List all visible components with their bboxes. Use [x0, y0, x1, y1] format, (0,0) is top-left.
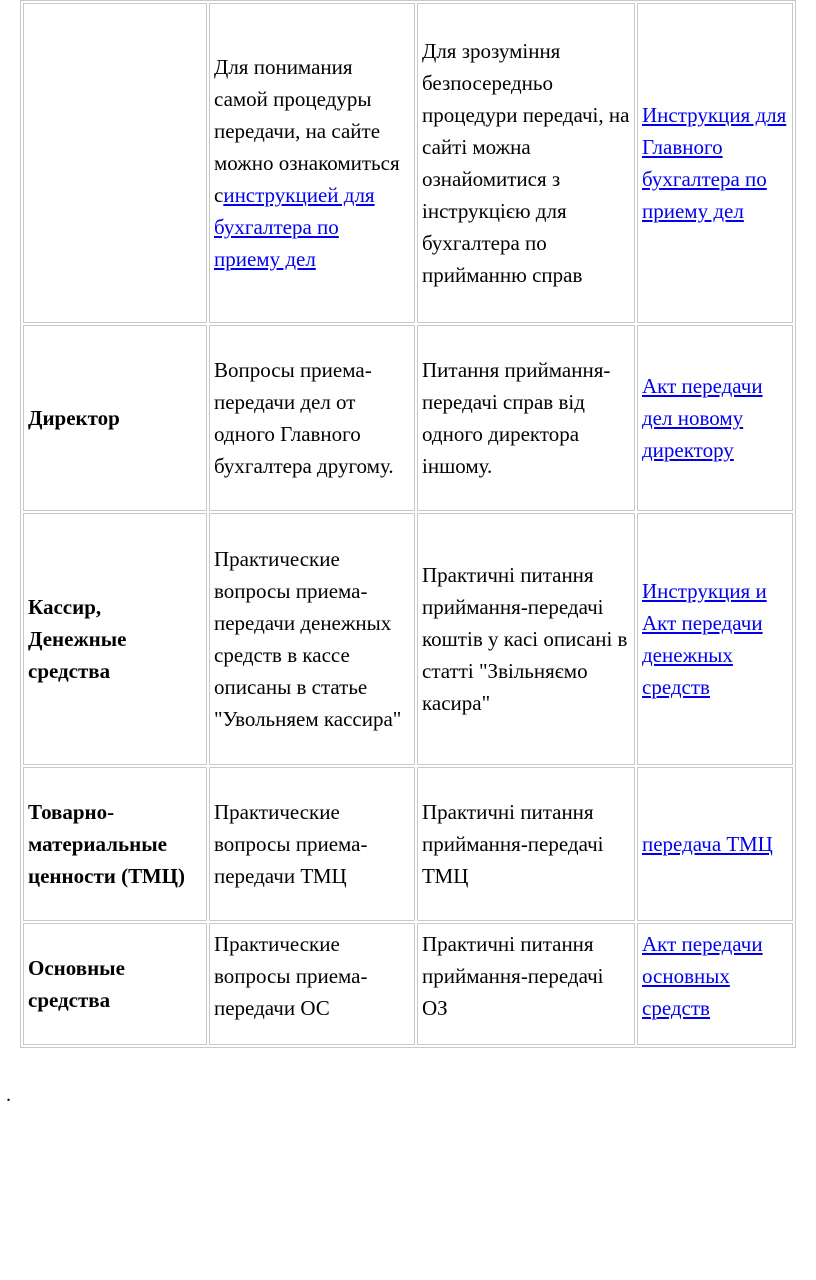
document-link-cell	[637, 513, 793, 765]
ukrainian-description: Для зрозуміння безпосередньо процедури передачі, на сайті можна ознайомитися з інструкцією для бухгалтера по прийманню справ	[417, 3, 635, 323]
inventory-handover-link[interactable]: передача ТМЦ	[642, 832, 773, 856]
fixed-assets-handover-link[interactable]: Акт передачи основных средств	[642, 932, 763, 1020]
ukrainian-description: Практичні питання приймання-передачі коштів у касі описані в статті "Звільняємо касира"	[417, 513, 635, 765]
trailing-period: .	[6, 1084, 11, 1106]
russian-description: Практические вопросы приема-передачи ОС	[209, 923, 415, 1045]
russian-description	[209, 3, 415, 323]
ukrainian-description: Питання приймання-передачі справ від одного директора іншому.	[417, 325, 635, 511]
document-link-cell	[637, 923, 793, 1045]
table-row	[23, 325, 793, 511]
ukrainian-description: Практичні питання приймання-передачі ТМЦ	[417, 767, 635, 921]
ukrainian-description: Практичні питання приймання-передачі ОЗ	[417, 923, 635, 1045]
russian-description: Практические вопросы приема-передачи ТМЦ	[209, 767, 415, 921]
table-row	[23, 923, 793, 1045]
row-heading	[23, 3, 207, 323]
document-link-cell	[637, 3, 793, 323]
table-row	[23, 513, 793, 765]
cash-handover-link[interactable]: Инструкция и Акт передачи денежных средств	[642, 579, 767, 699]
russian-description: Вопросы приема-передачи дел от одного Главного бухгалтера другому.	[209, 325, 415, 511]
table-row	[23, 767, 793, 921]
row-heading: Основные средства	[23, 923, 207, 1045]
handover-table	[20, 0, 796, 1048]
row-heading: Кассир, Денежные средства	[23, 513, 207, 765]
russian-description: Практические вопросы приема-передачи денежных средств в кассе описаны в статье "Увольняем кассира"	[209, 513, 415, 765]
row-heading: Директор	[23, 325, 207, 511]
director-handover-act-link[interactable]: Акт передачи дел новому директору	[642, 374, 763, 462]
instruction-link[interactable]: инструкцией для бухгалтера по приему дел	[214, 183, 375, 271]
row-heading: Товарно-материальные ценности (ТМЦ)	[23, 767, 207, 921]
document-link-cell	[637, 767, 793, 921]
table-row	[23, 3, 793, 323]
chief-accountant-instruction-link[interactable]: Инструкция для Главного бухгалтера по приему дел	[642, 103, 787, 223]
description-text: Для понимания самой процедуры передачи, на сайте можно ознакомиться с	[214, 55, 400, 207]
document-link-cell	[637, 325, 793, 511]
